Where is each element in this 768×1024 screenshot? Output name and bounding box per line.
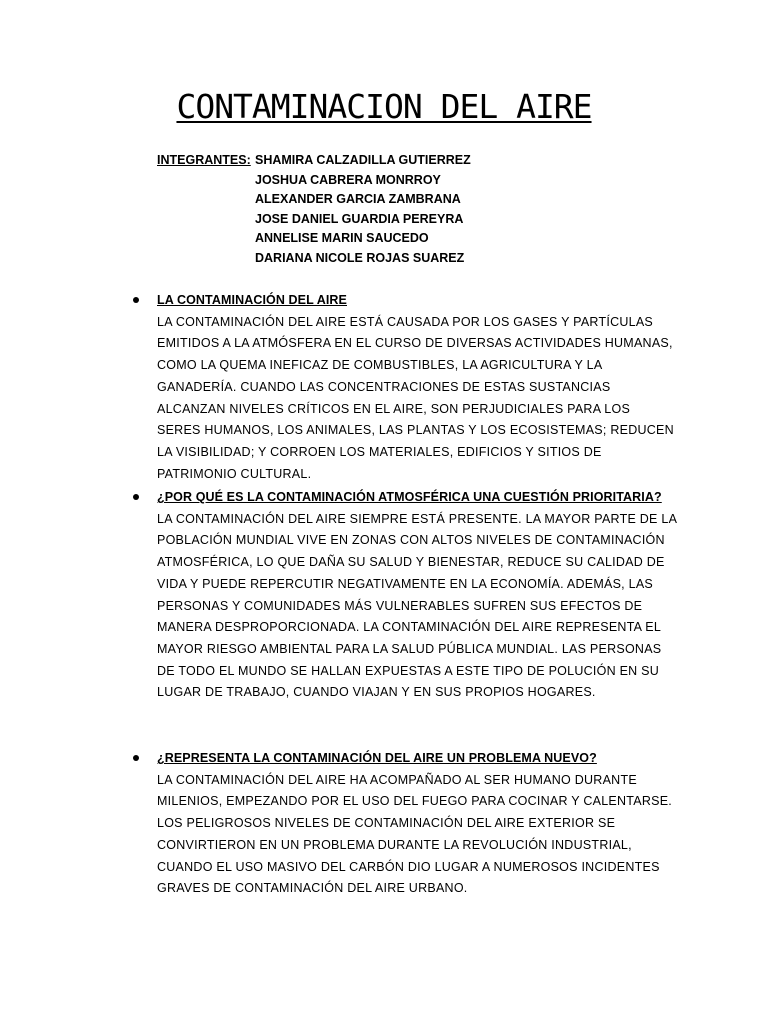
section-heading: LA CONTAMINACIÓN DEL AIRE xyxy=(157,293,347,307)
bullet-icon xyxy=(133,494,139,500)
bullet-icon xyxy=(133,755,139,761)
member-name: DARIANA NICOLE ROJAS SUAREZ xyxy=(255,250,465,265)
member-name: JOSE DANIEL GUARDIA PEREYRA xyxy=(255,211,464,226)
members-label-spacer xyxy=(157,210,255,230)
member-row xyxy=(157,210,677,230)
member-row xyxy=(157,190,677,210)
members-label-spacer xyxy=(157,190,255,210)
member-row xyxy=(157,151,677,171)
bullet-icon xyxy=(133,297,139,303)
section-cuestion-prioritaria xyxy=(157,487,677,704)
member-name: ANNELISE MARIN SAUCEDO xyxy=(255,231,429,245)
section-heading: ¿POR QUÉ ES LA CONTAMINACIÓN ATMOSFÉRICA UNA CUESTIÓN PRIORITARIA? xyxy=(157,490,662,504)
section-body: LA CONTAMINACIÓN DEL AIRE ESTÁ CAUSADA POR LOS GASES Y PARTÍCULAS EMITIDOS A LA ATMÓSFERA EN EL CURSO DE DIVERSAS ACTIVIDADES HUMANAS, COMO LA QUEMA INEFICAZ DE COMBUSTIBLES, LA AGRICULTURA Y LA GANADERÍA. CUANDO LAS CONCENTRACIONES DE ESTAS SUSTANCIAS ALCANZAN NIVELES CRÍTICOS EN EL AIRE, SON PERJUDICIALES PARA LOS SERES HUMANOS, LOS ANIMALES, LAS PLANTAS Y LOS ECOSISTEMAS; REDUCEN LA VISIBILIDAD; Y CORROEN LOS MATERIALES, EDIFICIOS Y SITIOS DE PATRIMONIO CULTURAL. xyxy=(157,314,674,481)
members-list xyxy=(157,151,677,268)
members-label-spacer xyxy=(157,249,255,269)
section-body: LA CONTAMINACIÓN DEL AIRE SIEMPRE ESTÁ PRESENTE. LA MAYOR PARTE DE LA POBLACIÓN MUNDIAL VIVE EN ZONAS CON ALTOS NIVELES DE CONTAMINACIÓN ATMOSFÉRICA, LO QUE DAÑA SU SALUD Y BIENESTAR, REDUCE SU CALIDAD DE VIDA Y PUEDE REPERCUTIR NEGATIVAMENTE EN LA ECONOMÍA. ADEMÁS, LAS PERSONAS Y COMUNIDADES MÁS VULNERABLES SUFREN SUS EFECTOS DE MANERA DESPROPORCIONADA. LA CONTAMINACIÓN DEL AIRE REPRESENTA EL MAYOR RIESGO AMBIENTAL PARA LA SALUD PÚBLICA MUNDIAL. LAS PERSONAS DE TODO EL MUNDO SE HALLAN EXPUESTAS A ESTE TIPO DE POLUCIÓN EN SU LUGAR DE TRABAJO, CUANDO VIAJAN Y EN SUS PROPIOS HOGARES. xyxy=(157,511,677,700)
document-title: CONTAMINACION DEL AIRE xyxy=(176,87,592,126)
member-name: JOSHUA CABRERA MONRROY xyxy=(255,172,441,187)
section-contaminacion-del-aire xyxy=(157,290,677,485)
members-label: INTEGRANTES: xyxy=(157,153,251,167)
section-body: LA CONTAMINACIÓN DEL AIRE HA ACOMPAÑADO AL SER HUMANO DURANTE MILENIOS, EMPEZANDO POR EL USO DEL FUEGO PARA COCINAR Y CALENTARSE. LOS PELIGROSOS NIVELES DE CONTAMINACIÓN DEL AIRE EXTERIOR SE CONVIRTIERON EN UN PROBLEMA DURANTE LA REVOLUCIÓN INDUSTRIAL, CUANDO EL USO MASIVO DEL CARBÓN DIO LUGAR A NUMEROSOS INCIDENTES GRAVES DE CONTAMINACIÓN DEL AIRE URBANO. xyxy=(157,772,673,896)
members-label-spacer xyxy=(157,171,255,191)
section-problema-nuevo xyxy=(157,748,677,900)
member-name: SHAMIRA CALZADILLA GUTIERREZ xyxy=(255,153,471,167)
member-row xyxy=(157,249,677,269)
member-row xyxy=(157,171,677,191)
member-row xyxy=(157,229,677,249)
members-label-spacer xyxy=(157,229,255,249)
member-name: ALEXANDER GARCIA ZAMBRANA xyxy=(255,192,461,206)
section-heading: ¿REPRESENTA LA CONTAMINACIÓN DEL AIRE UN PROBLEMA NUEVO? xyxy=(157,751,597,765)
